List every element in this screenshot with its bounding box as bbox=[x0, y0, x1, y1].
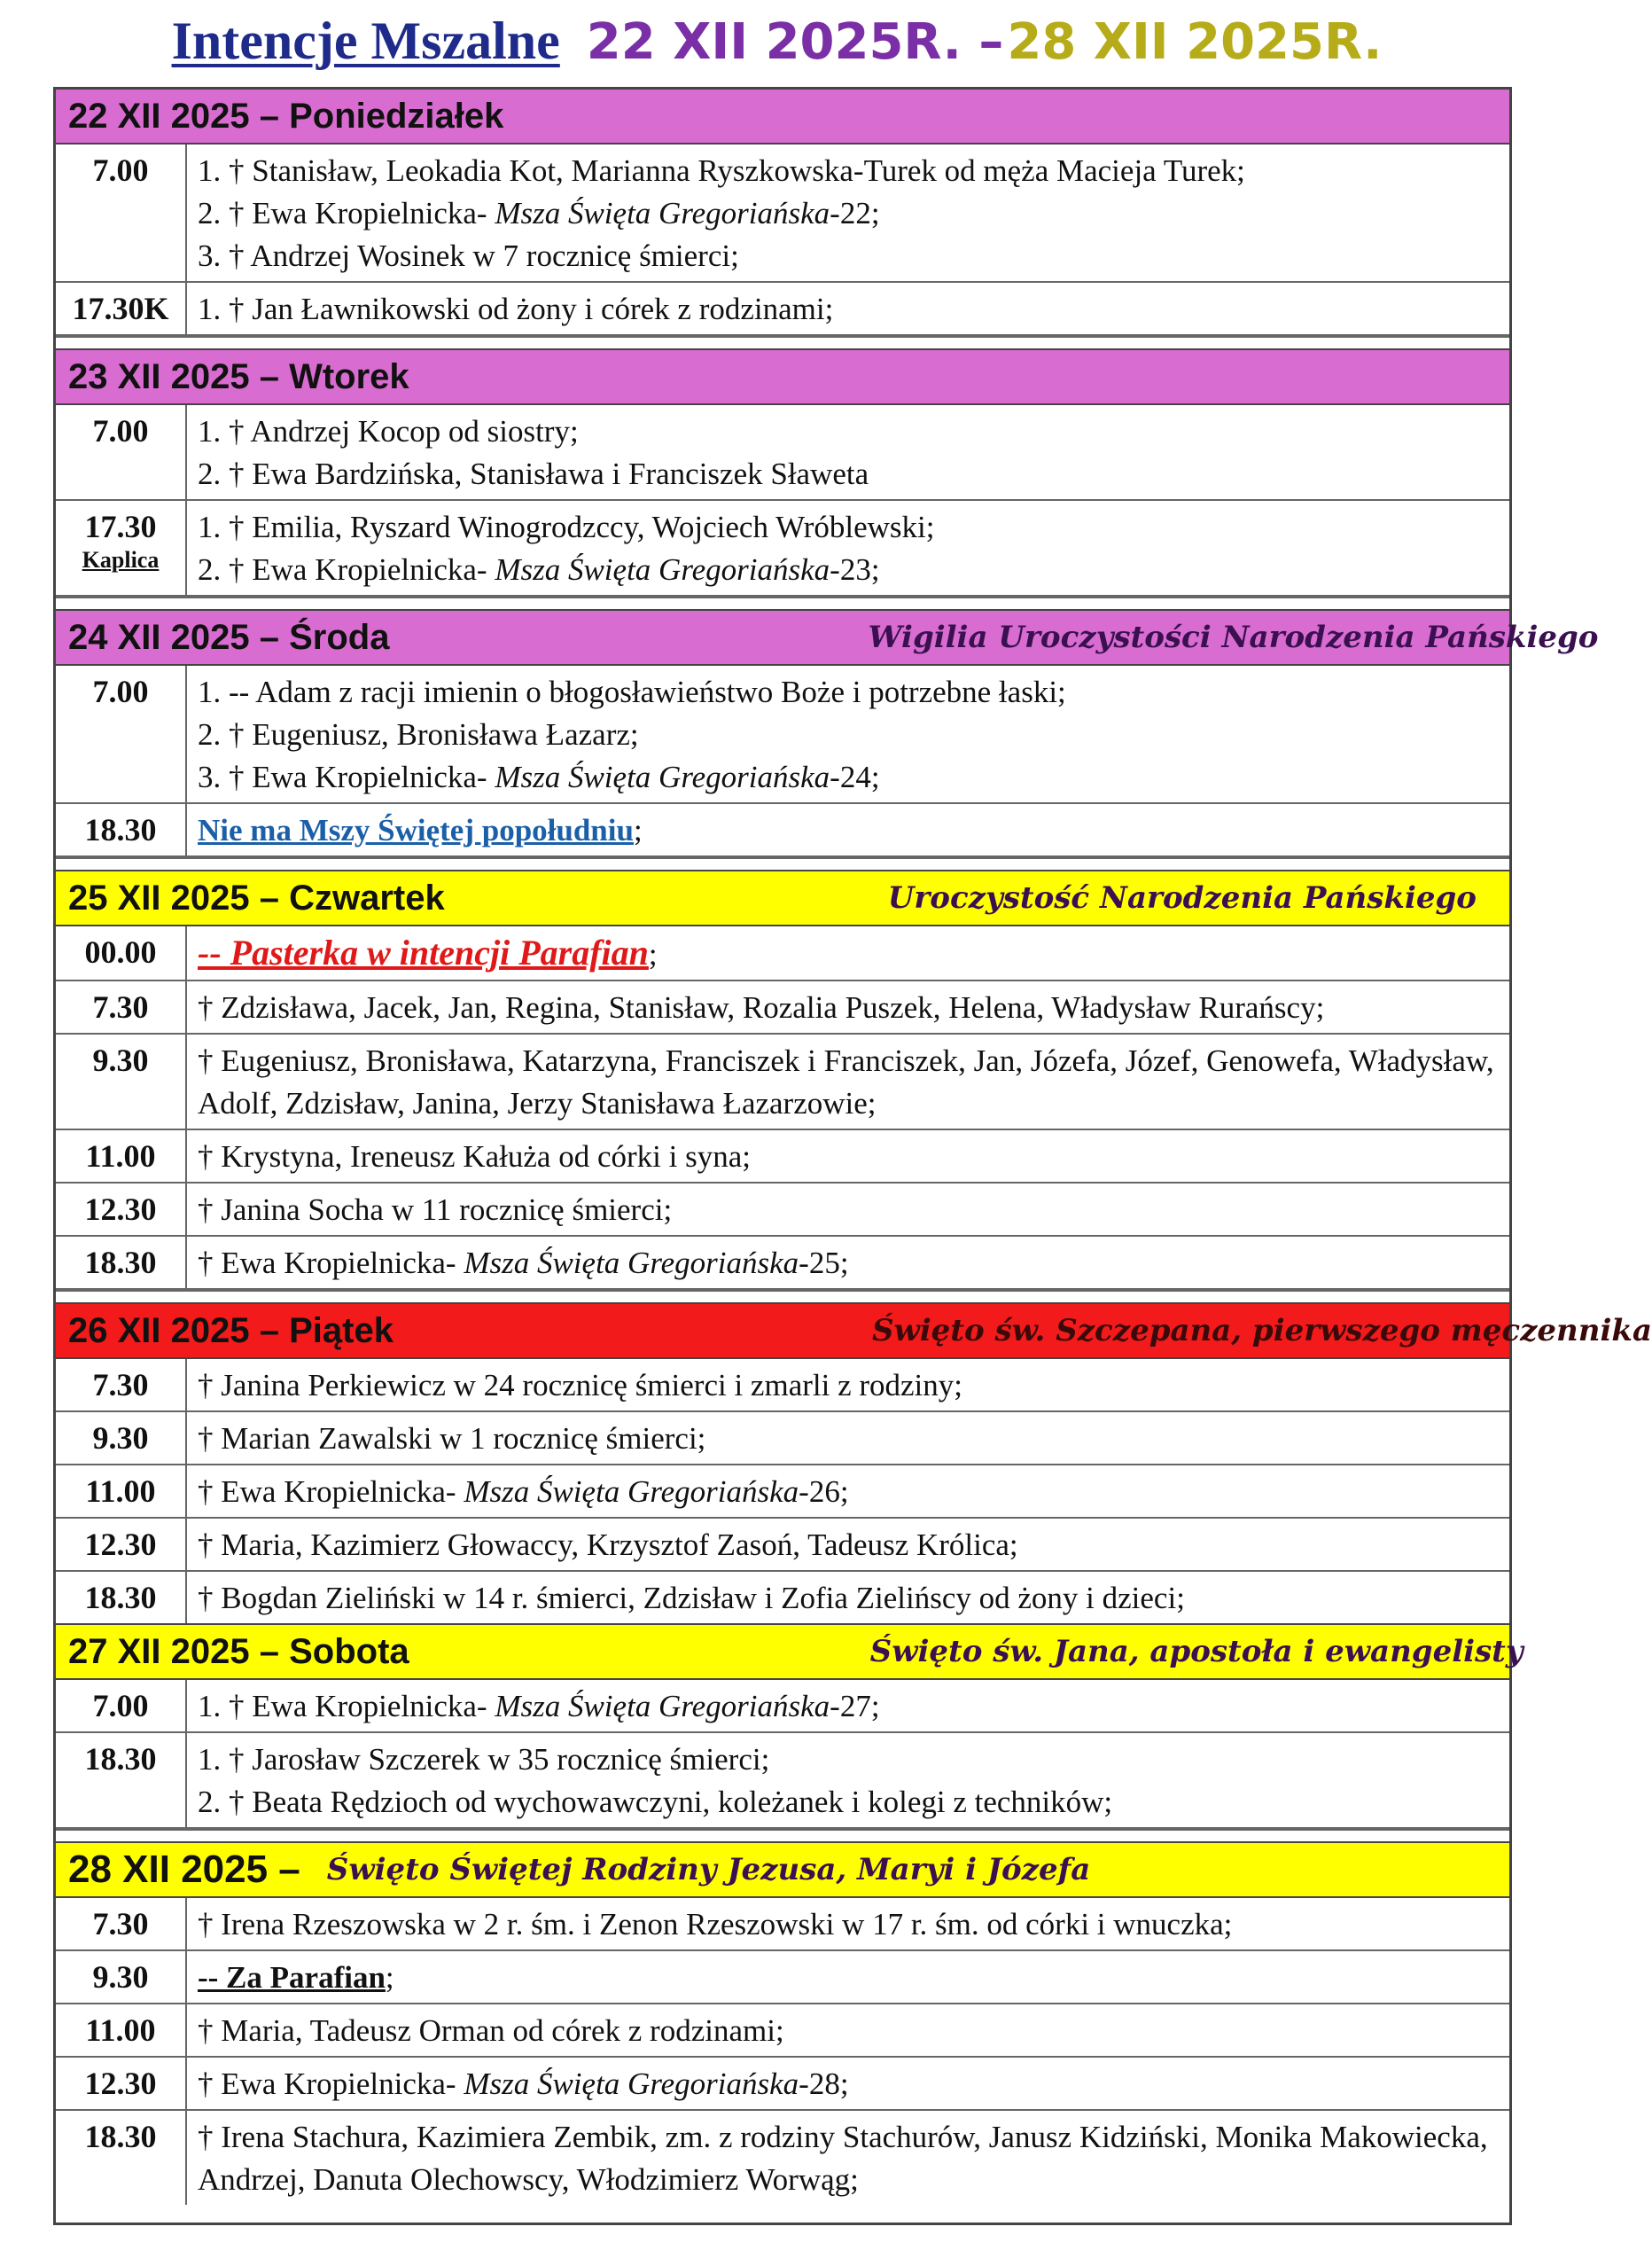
mass-time-value: 9.30 bbox=[92, 1959, 149, 1995]
intention-line bbox=[198, 1471, 1509, 1513]
day-section-sat bbox=[56, 1625, 1523, 1843]
mass-row bbox=[56, 1465, 1509, 1519]
day-title: 27 XII 2025 – Sobota bbox=[68, 1631, 409, 1671]
mass-time bbox=[56, 1519, 187, 1570]
mass-time-value: 7.30 bbox=[92, 989, 149, 1025]
mass-row bbox=[56, 926, 1509, 981]
mass-note-text: -- Za Parafian bbox=[198, 1960, 386, 1995]
mass-time-value: 7.30 bbox=[92, 1906, 149, 1941]
intention-list bbox=[187, 2058, 1509, 2109]
intention-line: 2. † Eugeniusz, Bronisława Łazarz; bbox=[198, 717, 639, 752]
mass-time-value: 12.30 bbox=[84, 2066, 157, 2101]
day-feast-name: Święto św. Szczepana, pierwszego męczennika bbox=[871, 1313, 1652, 1348]
mass-time bbox=[56, 2111, 187, 2205]
mass-time-value: 11.00 bbox=[85, 1473, 156, 1509]
intention-mass-type: Msza Święta Gregoriańska bbox=[464, 2066, 799, 2101]
intention-list bbox=[187, 1951, 1509, 2003]
intention-list bbox=[187, 1412, 1509, 1464]
intention-suffix: -26; bbox=[799, 1474, 849, 1509]
day-spacer bbox=[56, 1290, 1509, 1302]
mass-row bbox=[56, 981, 1509, 1035]
intention-line bbox=[198, 756, 1509, 799]
mass-time bbox=[56, 666, 187, 802]
intention-list bbox=[187, 1184, 1509, 1235]
day-header bbox=[56, 611, 1599, 666]
intention-text: 1. † Ewa Kropielnicka- bbox=[198, 1689, 495, 1723]
intention-list bbox=[187, 981, 1509, 1033]
intention-line bbox=[198, 549, 1509, 591]
mass-row bbox=[56, 1519, 1509, 1572]
mass-note bbox=[198, 1957, 1509, 1999]
intention-line: † Zdzisława, Jacek, Jan, Regina, Stanisław, Rozalia Puszek, Helena, Władysław Rurańscy; bbox=[198, 990, 1325, 1025]
mass-time bbox=[56, 1184, 187, 1235]
intention-line: † Eugeniusz, Bronisława, Katarzyna, Franciszek i Franciszek, Jan, Józefa, Józef, Genowefa, Władysław, Adolf, Zdzisław, Janina, Jerzy Stanisława Łazarzowie; bbox=[198, 1043, 1494, 1121]
day-feast-name: Wigilia Uroczystości Narodzenia Pańskiego bbox=[868, 620, 1599, 655]
intention-mass-type: Msza Święta Gregoriańska bbox=[495, 760, 830, 794]
mass-location: Kaplica bbox=[82, 547, 160, 573]
intention-mass-type: Msza Święta Gregoriańska bbox=[495, 196, 830, 230]
day-title: 22 XII 2025 – Poniedziałek bbox=[68, 96, 504, 136]
mass-time bbox=[56, 804, 187, 855]
mass-time bbox=[56, 1035, 187, 1129]
mass-row bbox=[56, 1733, 1509, 1829]
mass-row bbox=[56, 1572, 1509, 1623]
mass-time-value: 12.30 bbox=[84, 1191, 157, 1227]
mass-time bbox=[56, 1733, 187, 1827]
day-header bbox=[56, 90, 1509, 145]
mass-row bbox=[56, 2058, 1509, 2111]
intention-list bbox=[187, 1035, 1509, 1129]
intention-suffix: -28; bbox=[799, 2066, 849, 2101]
mass-time bbox=[56, 1951, 187, 2003]
mass-row bbox=[56, 501, 1509, 597]
day-header bbox=[56, 1304, 1652, 1359]
intention-line bbox=[198, 1685, 1509, 1728]
day-title: 25 XII 2025 – Czwartek bbox=[68, 878, 445, 918]
mass-time-value: 7.00 bbox=[92, 152, 149, 188]
intention-list bbox=[187, 1359, 1509, 1410]
mass-row bbox=[56, 804, 1509, 857]
intention-line bbox=[198, 2063, 1509, 2105]
intention-list bbox=[187, 1680, 1509, 1731]
intention-text: † Ewa Kropielnicka- bbox=[198, 2066, 464, 2101]
intention-list bbox=[187, 1237, 1509, 1288]
day-title: 23 XII 2025 – Wtorek bbox=[68, 356, 409, 396]
mass-time-value: 17.30K bbox=[72, 291, 169, 326]
page-title-bar bbox=[0, 9, 1554, 73]
intention-list bbox=[187, 145, 1509, 281]
mass-note bbox=[198, 809, 1509, 852]
intention-line: † Krystyna, Ireneusz Kałuża od córki i syna; bbox=[198, 1139, 751, 1174]
intention-list bbox=[187, 283, 1509, 334]
intention-line: † Irena Rzeszowska w 2 r. śm. i Zenon Rzeszowski w 17 r. śm. od córki i wnuczka; bbox=[198, 1907, 1233, 1941]
mass-time-value: 18.30 bbox=[84, 2119, 157, 2154]
intention-suffix: -22; bbox=[830, 196, 880, 230]
mass-time-value: 11.00 bbox=[85, 1138, 156, 1174]
mass-time-value: 18.30 bbox=[84, 1741, 157, 1777]
mass-row bbox=[56, 1035, 1509, 1130]
mass-row bbox=[56, 1898, 1509, 1951]
date-from: 22 XII 2025R. – bbox=[586, 13, 1004, 71]
mass-note-suffix: ; bbox=[648, 937, 658, 972]
mass-time-value: 9.30 bbox=[92, 1043, 149, 1078]
day-feast-name: Święto św. Jana, apostoła i ewangelisty bbox=[869, 1634, 1523, 1669]
mass-time bbox=[56, 501, 187, 595]
intention-list bbox=[187, 2004, 1509, 2056]
mass-time bbox=[56, 145, 187, 281]
day-header bbox=[56, 1625, 1523, 1680]
mass-row bbox=[56, 2111, 1509, 2205]
mass-time bbox=[56, 1572, 187, 1623]
intention-line: † Janina Socha w 11 rocznicę śmierci; bbox=[198, 1192, 673, 1227]
day-section-mon bbox=[56, 90, 1509, 350]
intention-mass-type: Msza Święta Gregoriańska bbox=[495, 1689, 830, 1723]
intention-list bbox=[187, 804, 1509, 855]
intention-line: 1. † Jarosław Szczerek w 35 rocznicę śmierci; bbox=[198, 1742, 770, 1777]
intention-list bbox=[187, 2111, 1509, 2205]
intention-line: 1. † Stanisław, Leokadia Kot, Marianna Ryszkowska-Turek od męża Macieja Turek; bbox=[198, 153, 1245, 188]
intention-suffix: -25; bbox=[799, 1246, 849, 1280]
day-section-wed bbox=[56, 611, 1599, 871]
intention-text: † Ewa Kropielnicka- bbox=[198, 1246, 464, 1280]
intention-suffix: -24; bbox=[830, 760, 880, 794]
intention-line: 1. † Andrzej Kocop od siostry; bbox=[198, 414, 579, 449]
mass-time-value: 18.30 bbox=[84, 1245, 157, 1280]
mass-note-suffix: ; bbox=[633, 813, 643, 848]
intention-list bbox=[187, 926, 1509, 980]
mass-time bbox=[56, 283, 187, 334]
intention-mass-type: Msza Święta Gregoriańska bbox=[464, 1246, 799, 1280]
day-header bbox=[56, 871, 1509, 926]
day-feast-name: Uroczystość Narodzenia Pańskiego bbox=[887, 880, 1477, 916]
day-section-sun bbox=[56, 1843, 1509, 2205]
mass-time bbox=[56, 1130, 187, 1182]
mass-row bbox=[56, 1412, 1509, 1465]
day-feast-name: Święto Świętej Rodziny Jezusa, Maryi i Józefa bbox=[326, 1852, 1091, 1887]
day-spacer bbox=[56, 597, 1509, 609]
intention-text: † Ewa Kropielnicka- bbox=[198, 1474, 464, 1509]
intention-list bbox=[187, 501, 1509, 595]
mass-row bbox=[56, 1184, 1509, 1237]
mass-time bbox=[56, 1412, 187, 1464]
intention-suffix: -23; bbox=[830, 552, 880, 587]
intention-line: † Bogdan Zieliński w 14 r. śmierci, Zdzisław i Zofia Zielińscy od żony i dzieci; bbox=[198, 1581, 1185, 1615]
mass-time-value: 11.00 bbox=[85, 2012, 156, 2048]
intention-list bbox=[187, 1733, 1509, 1827]
intention-line: † Irena Stachura, Kazimiera Zembik, zm. z rodziny Stachurów, Janusz Kidziński, Monika Makowiecka, Andrzej, Danuta Olechowscy, Włodzimierz Worwąg; bbox=[198, 2120, 1488, 2197]
page-title: Intencje Mszalne bbox=[171, 12, 560, 70]
intention-line: 1. † Emilia, Ryszard Winogrodzccy, Wojciech Wróblewski; bbox=[198, 510, 935, 544]
date-to: 28 XII 2025R. bbox=[1007, 13, 1383, 71]
intention-line: † Maria, Kazimierz Głowaccy, Krzysztof Zasoń, Tadeusz Królica; bbox=[198, 1527, 1018, 1562]
intention-list bbox=[187, 1519, 1509, 1570]
intention-list bbox=[187, 1130, 1509, 1182]
intention-line: † Marian Zawalski w 1 rocznicę śmierci; bbox=[198, 1421, 706, 1456]
mass-row bbox=[56, 283, 1509, 336]
mass-time-value: 12.30 bbox=[84, 1527, 157, 1562]
mass-time-value: 7.00 bbox=[92, 413, 149, 449]
intention-line bbox=[198, 1242, 1509, 1285]
intention-list bbox=[187, 1465, 1509, 1517]
mass-note-text[interactable]: Nie ma Mszy Świętej popołudniu bbox=[198, 813, 634, 848]
intention-list bbox=[187, 405, 1509, 499]
intention-mass-type: Msza Święta Gregoriańska bbox=[495, 552, 830, 587]
day-section-fri bbox=[56, 1304, 1652, 1625]
intention-list bbox=[187, 666, 1509, 802]
mass-row bbox=[56, 1680, 1509, 1733]
day-title: 26 XII 2025 – Piątek bbox=[68, 1310, 394, 1350]
intention-list bbox=[187, 1572, 1509, 1623]
mass-time bbox=[56, 1237, 187, 1288]
mass-row bbox=[56, 2004, 1509, 2058]
day-spacer bbox=[56, 336, 1509, 348]
day-spacer bbox=[56, 1829, 1509, 1841]
intention-text: 3. † Ewa Kropielnicka- bbox=[198, 760, 495, 794]
mass-time-value: 7.30 bbox=[92, 1367, 149, 1402]
mass-note-text: -- Pasterka w intencji Parafian bbox=[198, 933, 649, 973]
intention-line bbox=[198, 192, 1509, 235]
mass-note-suffix: ; bbox=[385, 1960, 394, 1995]
mass-time bbox=[56, 926, 187, 980]
mass-time-value: 7.00 bbox=[92, 674, 149, 709]
mass-time-value: 17.30 bbox=[84, 509, 157, 544]
intention-line: 2. † Ewa Bardzińska, Stanisława i Franciszek Sławeta bbox=[198, 457, 869, 491]
day-spacer bbox=[56, 857, 1509, 870]
mass-row bbox=[56, 1237, 1509, 1290]
mass-row bbox=[56, 1359, 1509, 1412]
mass-time-value: 18.30 bbox=[84, 1580, 157, 1615]
mass-row bbox=[56, 405, 1509, 501]
mass-row bbox=[56, 145, 1509, 283]
mass-time bbox=[56, 1465, 187, 1517]
mass-time-value: 18.30 bbox=[84, 812, 157, 848]
day-section-tue bbox=[56, 350, 1509, 611]
intention-line: 2. † Beata Rędzioch od wychowawczyni, koleżanek i kolegi z techników; bbox=[198, 1785, 1113, 1819]
day-title: 28 XII 2025 – bbox=[68, 1848, 300, 1891]
mass-time bbox=[56, 2004, 187, 2056]
intention-line: † Maria, Tadeusz Orman od córek z rodzinami; bbox=[198, 2013, 784, 2048]
mass-time bbox=[56, 1680, 187, 1731]
mass-row bbox=[56, 666, 1509, 804]
schedule-table bbox=[53, 87, 1652, 2225]
intention-line: 3. † Andrzej Wosinek w 7 rocznicę śmierci; bbox=[198, 238, 739, 273]
intention-text: 2. † Ewa Kropielnicka- bbox=[198, 196, 495, 230]
mass-time bbox=[56, 1359, 187, 1410]
intention-list bbox=[187, 1898, 1509, 1949]
mass-time-value: 7.00 bbox=[92, 1688, 149, 1723]
mass-time-value: 9.30 bbox=[92, 1420, 149, 1456]
day-title: 24 XII 2025 – Środa bbox=[68, 617, 390, 657]
day-header bbox=[56, 350, 1509, 405]
intention-line: 1. -- Adam z racji imienin o błogosławieństwo Boże i potrzebne łaski; bbox=[198, 675, 1066, 709]
mass-time bbox=[56, 981, 187, 1033]
intention-text: 2. † Ewa Kropielnicka- bbox=[198, 552, 495, 587]
mass-time-value: 00.00 bbox=[84, 934, 157, 970]
intention-line: 1. † Jan Ławnikowski od żony i córek z rodzinami; bbox=[198, 292, 834, 326]
mass-row bbox=[56, 1130, 1509, 1184]
day-header bbox=[56, 1843, 1509, 1898]
mass-row bbox=[56, 1951, 1509, 2004]
intention-suffix: -27; bbox=[830, 1689, 880, 1723]
intention-mass-type: Msza Święta Gregoriańska bbox=[464, 1474, 799, 1509]
day-section-thu bbox=[56, 871, 1509, 1304]
mass-note bbox=[198, 932, 1509, 976]
mass-time bbox=[56, 2058, 187, 2109]
mass-time bbox=[56, 1898, 187, 1949]
mass-time bbox=[56, 405, 187, 499]
intention-line: † Janina Perkiewicz w 24 rocznicę śmierci i zmarli z rodziny; bbox=[198, 1368, 963, 1402]
